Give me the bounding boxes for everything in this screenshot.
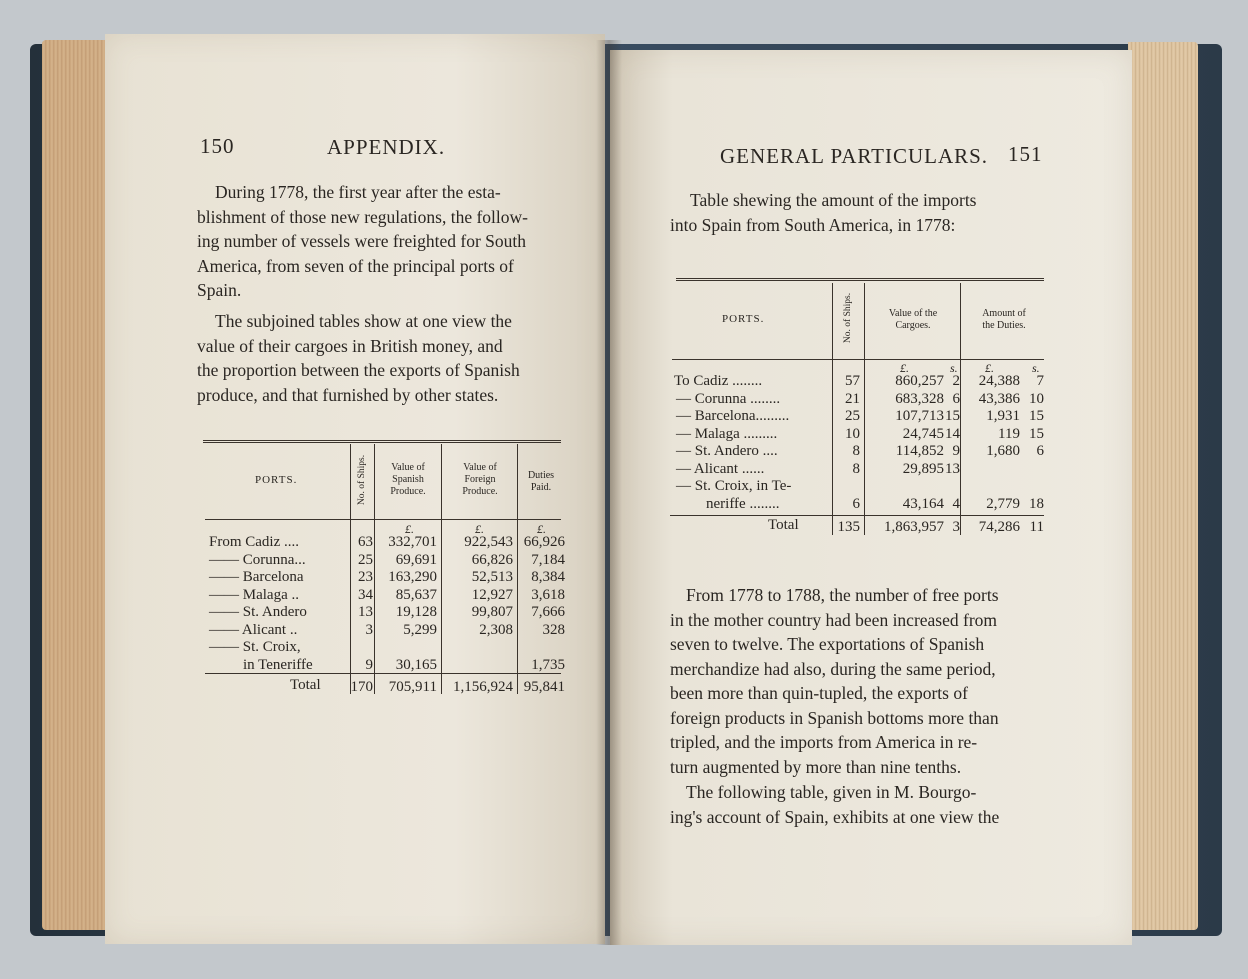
row-cargo-pounds: 24,745: [902, 425, 944, 442]
left-page-edges: [42, 40, 112, 930]
row-port: From Cadiz ....: [209, 534, 299, 550]
table-top-rule: [676, 278, 1044, 281]
table-top-rule: [203, 440, 561, 443]
right-running-head: GENERAL PARTICULARS.: [720, 144, 989, 168]
row-cargo-shillings: 14: [945, 425, 960, 442]
header-ships: No. of Ships.: [357, 454, 367, 506]
row-port: — St. Andero ....: [676, 443, 778, 459]
header-line: Value of: [463, 462, 497, 473]
row-foreign: 12,927: [471, 586, 513, 603]
row-ships: 25: [358, 551, 373, 568]
row-ships: 21: [845, 390, 860, 407]
text-line: Table shewing the amount of the imports: [690, 190, 977, 210]
row-spanish: 85,637: [395, 586, 437, 603]
total-cargo-pounds: 1,863,957: [884, 519, 944, 535]
text-line: value of their cargoes in British money, and: [197, 335, 503, 356]
row-ships: 3: [365, 621, 373, 638]
table-header-rule: [205, 519, 561, 520]
header-line: Paid.: [530, 482, 552, 493]
row-duties: 8,384: [531, 569, 565, 585]
row-port: — Barcelona.........: [676, 408, 790, 424]
unit-duties-shillings: s.: [1032, 361, 1040, 375]
text-line: turn augmented by more than nine tenths.: [670, 756, 962, 777]
row-spanish: 69,691: [395, 551, 437, 568]
header-ports: PORTS.: [255, 474, 298, 486]
row-ships: 6: [852, 495, 860, 512]
right-page: [610, 50, 1132, 945]
left-running-head: APPENDIX.: [327, 135, 446, 159]
row-ships: 13: [358, 604, 373, 620]
row-port: — Corunna ........: [676, 390, 781, 407]
right-page-number: 151: [1008, 142, 1043, 166]
row-port: — Malaga .........: [676, 425, 778, 442]
row-cargo-pounds: 107,713: [895, 408, 944, 424]
row-port: —— Malaga ..: [209, 586, 299, 603]
row-duty-shillings: 15: [1029, 408, 1044, 424]
row-cargo-shillings: 6: [952, 390, 960, 407]
text-line: blishment of those new regulations, the follow-: [197, 206, 528, 227]
text-line: merchandize had also, during the same period,: [670, 658, 996, 679]
left-paragraph-1: [197, 180, 528, 303]
header-line: Produce.: [462, 486, 498, 497]
text-line: ing's account of Spain, exhibits at one view the: [670, 806, 1000, 827]
col-divider: [960, 283, 961, 535]
total-ships: 170: [350, 679, 373, 695]
row-cargo-pounds: 29,895: [902, 460, 944, 477]
text-line: The following table, given in M. Bourgo-: [686, 782, 977, 802]
row-port: — St. Croix, in Te-: [676, 478, 792, 494]
right-page-edges: [1128, 42, 1198, 930]
row-port: in Teneriffe: [243, 656, 313, 673]
total-foreign: 1,156,924: [453, 679, 513, 695]
unit-foreign: £.: [475, 522, 484, 536]
row-foreign: 922,543: [464, 534, 513, 550]
text-line: During 1778, the first year after the esta-: [215, 182, 501, 202]
total-cargo-shillings: 3: [952, 519, 960, 535]
row-ships: 8: [852, 460, 860, 477]
row-duties: 1,735: [531, 656, 565, 673]
row-duty-shillings: 18: [1029, 495, 1044, 512]
row-duties: 328: [542, 621, 565, 638]
row-port: — Alicant ......: [676, 460, 765, 477]
row-ships: 63: [358, 534, 373, 550]
row-cargo-pounds: 43,164: [902, 495, 944, 512]
row-duty-pounds: 1,931: [986, 408, 1020, 424]
row-duty-shillings: 10: [1029, 390, 1044, 407]
header-cargoes: [868, 308, 958, 332]
text-line: tripled, and the imports from America in re-: [670, 732, 978, 752]
left-page-number: 150: [200, 134, 235, 158]
row-duties: 7,184: [531, 551, 565, 568]
row-duty-shillings: 6: [1036, 443, 1044, 459]
row-cargo-shillings: 4: [952, 495, 960, 512]
row-ships: 34: [358, 586, 373, 603]
header-duties: [519, 470, 563, 494]
row-cargo-shillings: 15: [945, 408, 960, 424]
row-duties: 7,666: [531, 604, 565, 620]
text-line: in the mother country had been increased from: [670, 609, 998, 630]
text-line: seven to twelve. The exportations of Spanish: [670, 634, 985, 654]
row-duty-pounds: 24,388: [978, 373, 1020, 389]
right-intro: [670, 188, 977, 237]
total-label: Total: [290, 677, 321, 693]
text-line: produce, and that furnished by other states.: [197, 384, 499, 405]
row-ships: 8: [852, 443, 860, 459]
unit-spanish: £.: [405, 522, 414, 536]
header-foreign: [445, 462, 515, 498]
row-port: —— Corunna...: [209, 551, 306, 568]
header-duties: [964, 308, 1044, 332]
row-spanish: 30,165: [395, 656, 437, 673]
row-cargo-pounds: 683,328: [895, 390, 944, 407]
unit-cargoes-shillings: s.: [950, 361, 958, 375]
row-cargo-pounds: 114,852: [895, 443, 944, 459]
row-ships: 9: [365, 656, 373, 673]
row-duty-pounds: 43,386: [978, 390, 1020, 407]
row-ships: 23: [358, 569, 373, 585]
col-divider: [441, 444, 442, 694]
header-line: Spanish: [392, 474, 424, 485]
row-ships: 57: [845, 373, 860, 389]
header-line: Cargoes.: [895, 320, 931, 331]
left-paragraph-2: [197, 309, 520, 407]
right-paragraph-1: [670, 583, 999, 779]
book-gutter: [596, 40, 622, 945]
total-duties: 95,841: [523, 679, 565, 695]
unit-cargoes-pounds: £.: [900, 361, 909, 375]
row-cargo-pounds: 860,257: [895, 373, 944, 389]
row-duty-shillings: 15: [1029, 425, 1044, 442]
text-line: into Spain from South America, in 1778:: [670, 214, 956, 235]
row-duty-pounds: 2,779: [986, 495, 1020, 512]
row-ships: 10: [845, 425, 860, 442]
total-ships: 135: [837, 519, 860, 535]
header-line: Value of: [391, 462, 425, 473]
row-foreign: 52,513: [471, 569, 513, 585]
text-line: The subjoined tables show at one view the: [215, 311, 512, 331]
unit-duties: £.: [537, 522, 546, 536]
row-port: —— Alicant ..: [209, 621, 298, 638]
row-cargo-shillings: 13: [945, 460, 960, 477]
header-line: Foreign: [464, 474, 496, 485]
header-line: Amount of: [982, 308, 1026, 319]
header-line: Duties: [527, 470, 555, 481]
total-spanish: 705,911: [388, 679, 437, 695]
text-line: From 1778 to 1788, the number of free ports: [686, 585, 999, 605]
row-cargo-shillings: 9: [952, 443, 960, 459]
total-duty-shillings: 11: [1029, 519, 1044, 535]
row-cargo-shillings: 2: [952, 373, 960, 389]
total-label: Total: [768, 517, 799, 533]
row-port: —— Barcelona: [209, 569, 304, 585]
row-ships: 25: [845, 408, 860, 424]
table-total-rule: [670, 515, 1044, 516]
header-ships: No. of Ships.: [843, 292, 853, 344]
row-duty-shillings: 7: [1036, 373, 1044, 389]
text-line: Spain.: [197, 280, 242, 300]
row-port: neriffe ........: [706, 495, 780, 512]
text-line: been more than quin-tupled, the exports of: [670, 683, 968, 703]
row-duties: 3,618: [531, 586, 565, 603]
row-duty-pounds: 119: [998, 425, 1020, 442]
unit-duties-pounds: £.: [985, 361, 994, 375]
row-foreign: 2,308: [479, 621, 513, 638]
row-spanish: 163,290: [388, 569, 437, 585]
text-line: America, from seven of the principal ports of: [197, 255, 514, 276]
row-foreign: 99,807: [471, 604, 513, 620]
row-spanish: 19,128: [395, 604, 437, 620]
row-duty-pounds: 1,680: [986, 443, 1020, 459]
text-line: the proportion between the exports of Spanish: [197, 360, 520, 380]
header-line: Value of the: [888, 308, 938, 319]
header-ports: PORTS.: [722, 313, 765, 325]
header-spanish: [377, 462, 439, 498]
row-port: —— St. Croix,: [209, 639, 301, 655]
row-port: To Cadiz ........: [674, 373, 763, 389]
text-line: ing number of vessels were freighted for South: [197, 231, 527, 251]
table-header-rule: [672, 359, 1044, 360]
row-spanish: 5,299: [403, 621, 437, 638]
right-paragraph-2: [670, 780, 999, 829]
total-duty-pounds: 74,286: [978, 519, 1020, 535]
row-spanish: 332,701: [388, 534, 437, 550]
left-page: [105, 34, 605, 944]
header-line: Produce.: [390, 486, 426, 497]
row-duties: 66,926: [523, 534, 565, 550]
header-line: the Duties.: [982, 320, 1026, 331]
row-port: —— St. Andero: [209, 604, 307, 620]
text-line: foreign products in Spanish bottoms more than: [670, 707, 999, 728]
row-foreign: 66,826: [471, 551, 513, 568]
